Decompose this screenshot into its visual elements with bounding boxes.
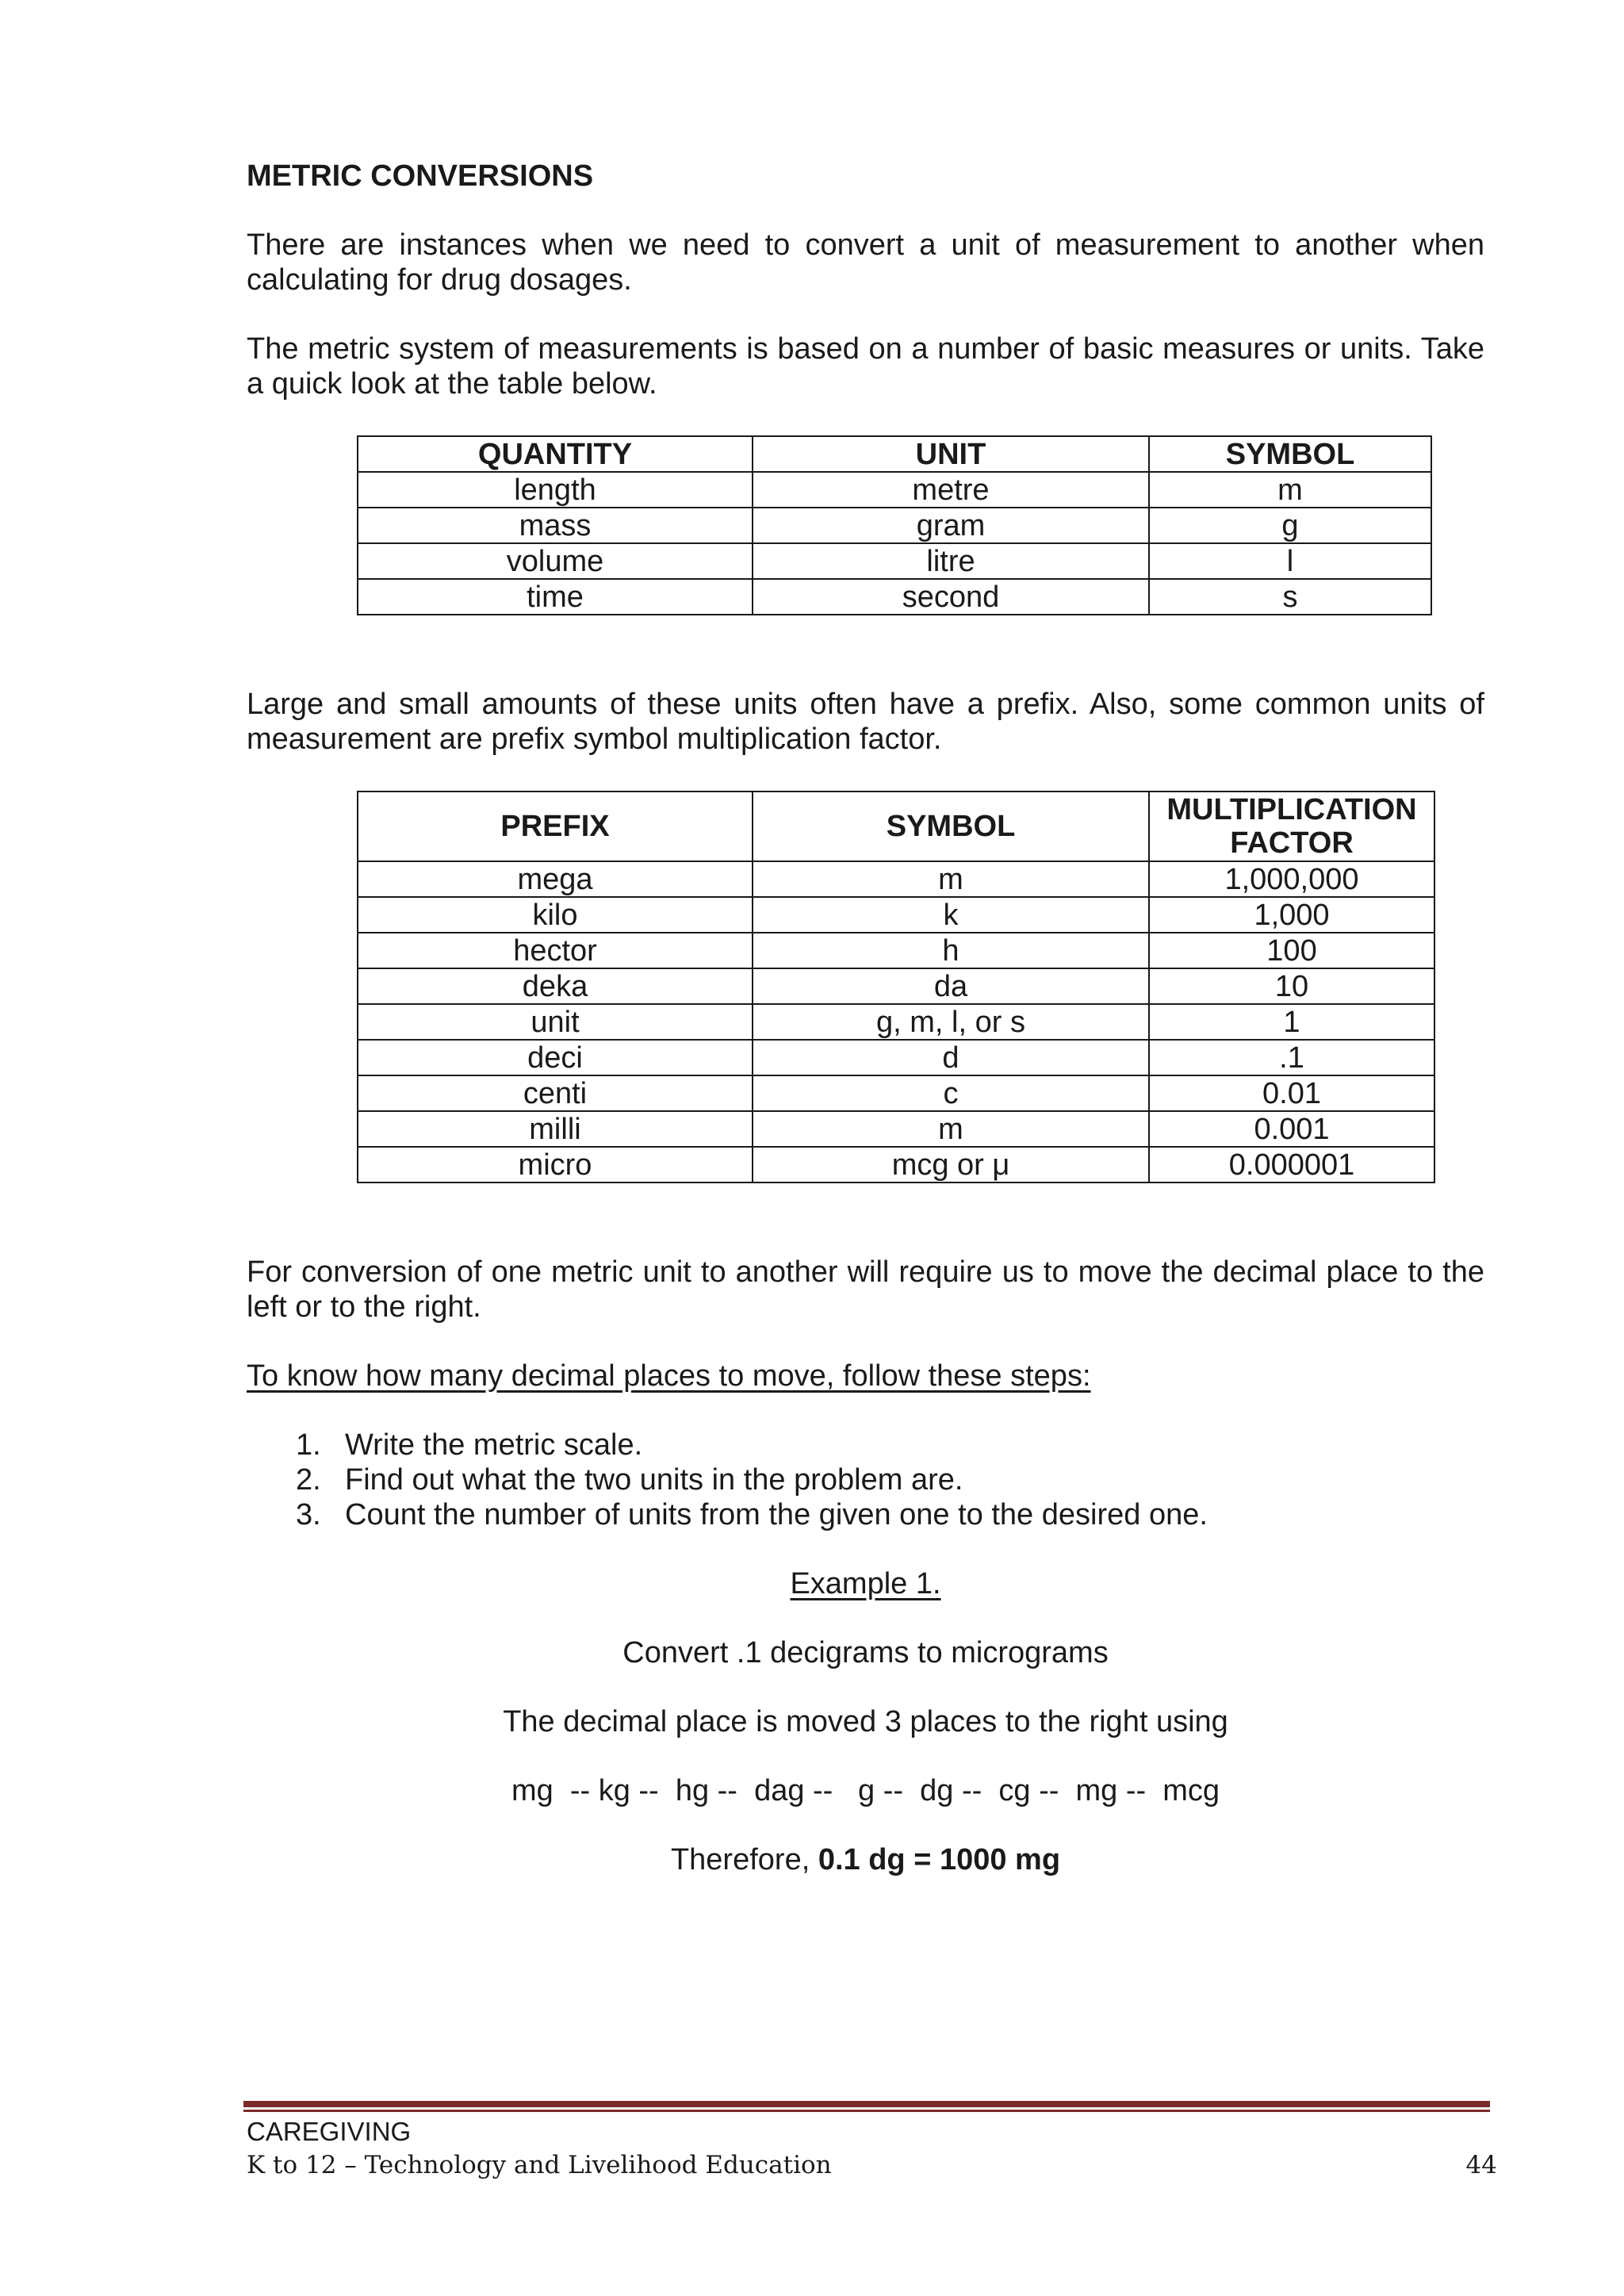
table-cell: 100 <box>1149 933 1434 968</box>
footer-rule <box>243 2101 1490 2107</box>
units-header-quantity: QUANTITY <box>358 436 753 472</box>
prefix-header-factor: MULTIPLICATION FACTOR <box>1149 792 1434 861</box>
prefix-paragraph: Large and small amounts of these units often have a prefix. Also, some common units of measurement are prefix symbol multiplication factor. <box>247 688 1484 756</box>
conversion-paragraph: For conversion of one metric unit to another will require us to move the decimal place to the left or to the right. <box>247 1255 1484 1324</box>
units-header-symbol: SYMBOL <box>1149 436 1431 472</box>
steps-intro: To know how many decimal places to move, follow these steps: <box>247 1359 1091 1393</box>
table-cell: kilo <box>358 897 753 933</box>
table-cell: d <box>753 1040 1149 1075</box>
table-cell: da <box>753 968 1149 1004</box>
table-row <box>358 861 1434 897</box>
table-cell: m <box>1149 472 1431 508</box>
table-cell: h <box>753 933 1149 968</box>
table-row <box>358 508 1431 543</box>
footer-title: CAREGIVING <box>247 2117 412 2146</box>
table-cell: milli <box>358 1111 753 1147</box>
table-cell: 10 <box>1149 968 1434 1004</box>
table-cell: 1,000,000 <box>1149 861 1434 897</box>
units-header-unit: UNIT <box>753 436 1149 472</box>
table-cell: 0.001 <box>1149 1111 1434 1147</box>
prefix-table-header-row <box>358 792 1434 861</box>
example-problem: Convert .1 decigrams to micrograms <box>622 1636 1109 1669</box>
table-row <box>358 543 1431 579</box>
table-row <box>358 1040 1434 1075</box>
table-cell: m <box>753 861 1149 897</box>
table-cell: hector <box>358 933 753 968</box>
table-row <box>358 933 1434 968</box>
table-cell: s <box>1149 579 1431 615</box>
table-row <box>358 968 1434 1004</box>
table-cell: g, m, l, or s <box>753 1004 1149 1040</box>
prefix-header-prefix: PREFIX <box>358 792 753 861</box>
table-cell: mass <box>358 508 753 543</box>
example-explanation: The decimal place is moved 3 places to the right using <box>503 1705 1228 1738</box>
page-number: 44 <box>1465 2151 1497 2179</box>
footer-rule-thin <box>243 2110 1490 2112</box>
units-table-header-row <box>358 436 1431 472</box>
page-content <box>247 159 1484 1877</box>
table-cell: l <box>1149 543 1431 579</box>
example-result <box>247 1842 1484 1877</box>
table-cell: deka <box>358 968 753 1004</box>
steps-list <box>247 1428 1484 1532</box>
step-number: 2. <box>296 1463 321 1497</box>
table-cell: micro <box>358 1147 753 1182</box>
table-cell: 1,000 <box>1149 897 1434 933</box>
table-row <box>358 579 1431 615</box>
list-item <box>247 1462 1484 1497</box>
section-heading: METRIC CONVERSIONS <box>247 159 594 193</box>
table-row <box>358 1075 1434 1111</box>
table-row <box>358 1111 1434 1147</box>
result-answer: 0.1 dg = 1000 mg <box>818 1843 1061 1876</box>
table-cell: g <box>1149 508 1431 543</box>
step-text: Find out what the two units in the problem are. <box>345 1463 963 1497</box>
table-cell: centi <box>358 1075 753 1111</box>
table-cell: unit <box>358 1004 753 1040</box>
footer-subtitle: K to 12 – Technology and Livelihood Education <box>247 2151 832 2179</box>
list-item <box>247 1497 1484 1532</box>
table-cell: 0.01 <box>1149 1075 1434 1111</box>
table-cell: litre <box>753 543 1149 579</box>
prefix-table <box>357 791 1435 1183</box>
intro-paragraph: There are instances when we need to convert a unit of measurement to another when calculating for drug dosages. <box>247 228 1484 297</box>
table-cell: .1 <box>1149 1040 1434 1075</box>
result-prefix: Therefore, <box>670 1843 818 1876</box>
table-cell: second <box>753 579 1149 615</box>
table-cell: c <box>753 1075 1149 1111</box>
units-table <box>357 435 1432 615</box>
table-cell: k <box>753 897 1149 933</box>
table-row <box>358 897 1434 933</box>
metric-scale: mg -- kg -- hg -- dag -- g -- dg -- cg -- mg -- mcg <box>511 1774 1220 1807</box>
table-row <box>358 1147 1434 1182</box>
step-text: Write the metric scale. <box>345 1428 643 1462</box>
table-cell: 1 <box>1149 1004 1434 1040</box>
list-item <box>247 1428 1484 1462</box>
table-cell: deci <box>358 1040 753 1075</box>
table-cell: length <box>358 472 753 508</box>
step-text: Count the number of units from the given one to the desired one. <box>345 1498 1208 1531</box>
table-cell: mcg or μ <box>753 1147 1149 1182</box>
table-row <box>358 472 1431 508</box>
example-title: Example 1. <box>790 1567 941 1600</box>
table-cell: 0.000001 <box>1149 1147 1434 1182</box>
metric-system-paragraph: The metric system of measurements is based on a number of basic measures or units. Take a quick look at the table below. <box>247 332 1484 401</box>
table-cell: mega <box>358 861 753 897</box>
table-cell: volume <box>358 543 753 579</box>
table-cell: metre <box>753 472 1149 508</box>
table-cell: gram <box>753 508 1149 543</box>
step-number: 3. <box>296 1498 321 1531</box>
table-cell: m <box>753 1111 1149 1147</box>
step-number: 1. <box>296 1428 321 1462</box>
table-row <box>358 1004 1434 1040</box>
prefix-header-symbol: SYMBOL <box>753 792 1149 861</box>
table-cell: time <box>358 579 753 615</box>
